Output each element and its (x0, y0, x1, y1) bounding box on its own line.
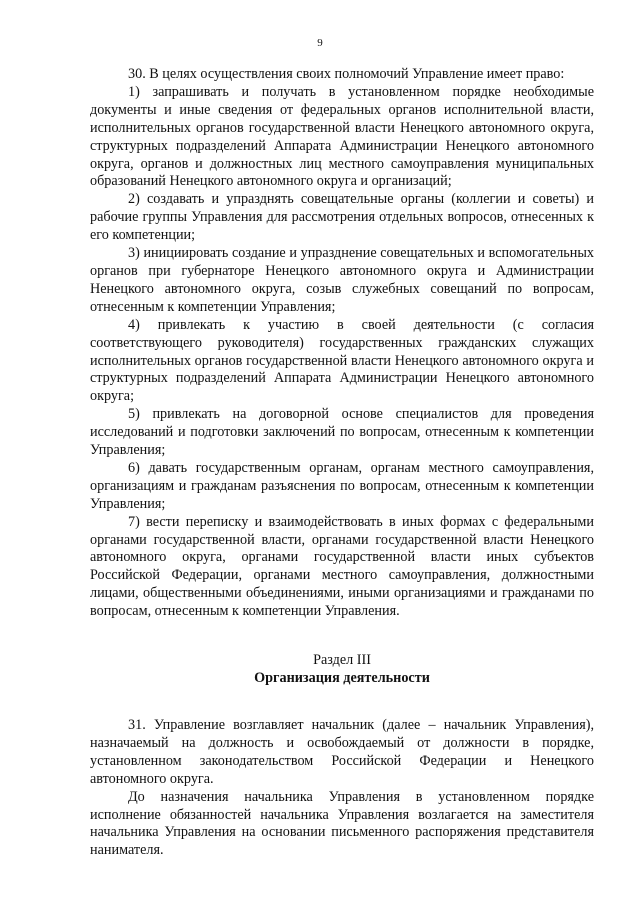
clause-30-intro: 30. В целях осуществления своих полномочий Управление имеет право: (128, 66, 565, 82)
clause-30-item-3: 3) инициировать создание и упразднение совещательных и вспомогательных органов при губернаторе Ненецкого автономного округа и Администрации Ненецкого автономного округа, созыв служебных совещаний по вопросам, отнесенным к компетенции Управления; (90, 245, 594, 315)
clause-31-block (90, 717, 594, 860)
section-number: Раздел III (313, 652, 371, 668)
clause-31-paragraph-2: До назначения начальника Управления в установленном порядке исполнение обязанностей начальника Управления возлагается на заместителя начальника Управления на основании письменного распоряжения представителя нанимателя. (90, 788, 594, 859)
section-heading: Организация деятельности (254, 670, 430, 686)
page-number: 9 (317, 37, 323, 49)
clause-30-item-1: 1) запрашивать и получать в установленном порядке необходимые документы и иные сведения от федеральных органов исполнительной власти, исполнительных органов государственной власти Ненецкого автономного округа, структурных подразделений Аппарата Администрации Ненецкого автономного округа, органов и должностных лиц местного самоуправления муниципальных образований Ненецкого автономного округа и организаций; (90, 83, 594, 190)
clause-30-item-2: 2) создавать и упразднять совещательные органы (коллегии и советы) и рабочие группы Управления для рассмотрения отдельных вопросов, отнесенных к его компетенции; (90, 191, 594, 244)
clause-30-item-4: 4) привлекать к участию в своей деятельности (с согласия соответствующего руководителя) государственных гражданских служащих исполнительных органов государственной власти Ненецкого автономного округа и структурных подразделений Аппарата Администрации Ненецкого автономного округа; (90, 316, 594, 405)
clause-30-block (90, 66, 594, 621)
clause-31-paragraph-1: 31. Управление возглавляет начальник (далее – начальник Управления), назначаемый на должность и освобождаемый от должности в порядке, установленном законодательством Российской Федерации и Ненецкого автономного округа. (90, 717, 594, 787)
clause-30-item-7: 7) вести переписку и взаимодействовать в иных формах с федеральными органами государственной власти, органами государственной власти Ненецкого автономного округа, органами государственной власти иных субъектов Российской Федерации, органами местного самоуправления, должностными лицами, общественными объединениями, иными организациями и гражданами по вопросам, отнесенным к компетенции Управления. (90, 513, 594, 620)
clause-30-item-5: 5) привлекать на договорной основе специалистов для проведения исследований и подготовки заключений по вопросам, отнесенным к компетенции Управления; (90, 406, 594, 459)
clause-30-item-6: 6) давать государственным органам, органам местного самоуправления, организациям и гражданам разъяснения по вопросам, отнесенным к компетенции Управления; (90, 459, 594, 512)
